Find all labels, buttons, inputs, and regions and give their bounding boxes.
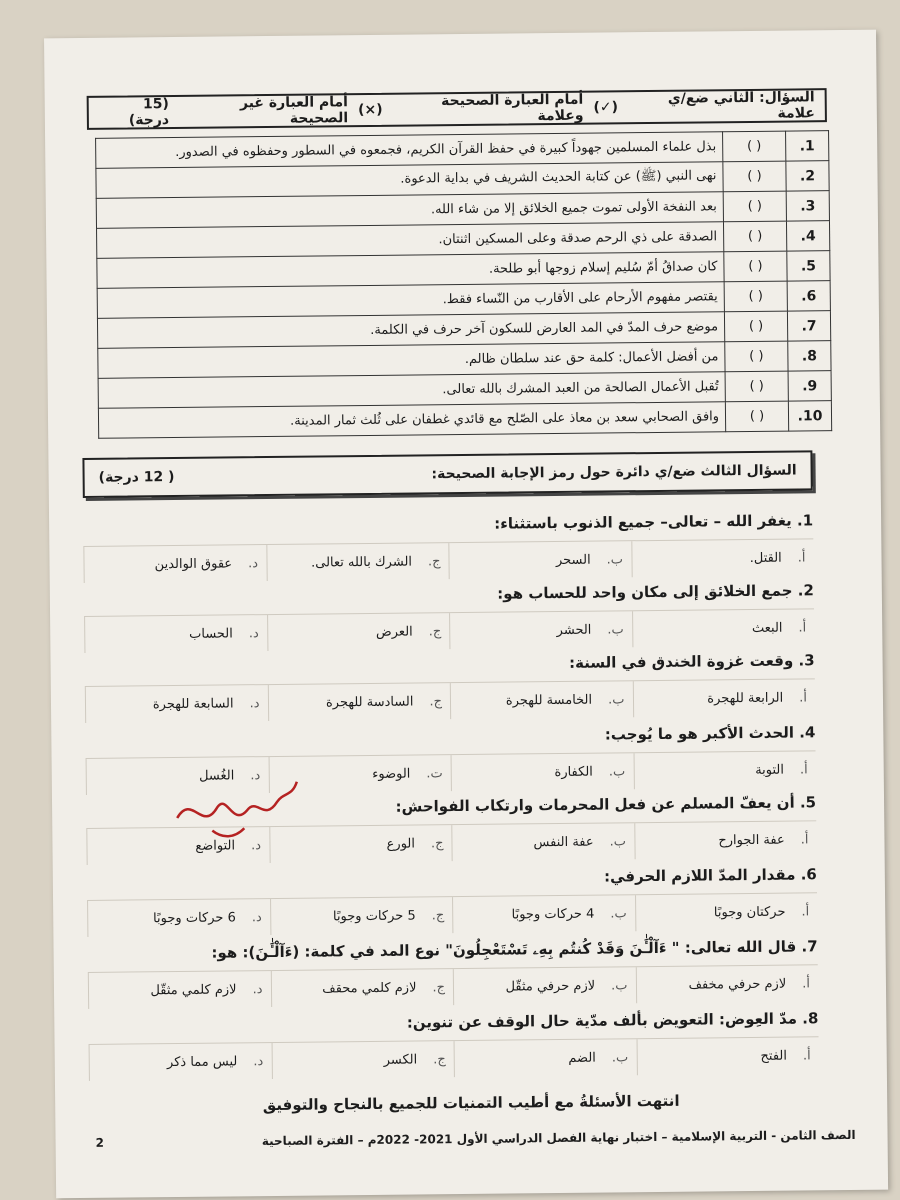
mcq-option-letter: ج. xyxy=(429,693,443,709)
mcq-option-text: الفتح xyxy=(760,1048,788,1064)
mcq-option-text: القتل. xyxy=(749,550,782,566)
mcq-option[interactable] xyxy=(632,679,815,717)
tf-answer-parens[interactable]: ( ) xyxy=(724,311,787,342)
mcq-option-letter: أ. xyxy=(800,831,809,847)
tf-statement: نهى النبي (ﷺ) عن كتابة الحديث الشريف في بداية الدعوة. xyxy=(96,162,723,199)
mcq-option-text: لازم حرفي مخفف xyxy=(688,976,787,993)
mcq-option-letter: أ. xyxy=(802,1047,811,1063)
mcq-option-text: عفة الجوارح xyxy=(718,832,785,848)
tf-statement: وافق الصحابي سعد بن معاذ على الصّلح مع قائدي غطفان على ثُلث ثمار المدينة. xyxy=(98,402,725,439)
q2-header-middle: أمام العبارة الصحيحة وعلامة xyxy=(441,91,584,125)
mcq-option[interactable] xyxy=(631,539,814,577)
mcq-option-text: الخامسة للهجرة xyxy=(505,692,593,709)
mcq-option[interactable] xyxy=(85,685,268,723)
mcq-option[interactable] xyxy=(450,681,633,719)
mcq-option-letter: ب. xyxy=(608,763,626,779)
mcq-option[interactable] xyxy=(632,609,815,647)
tf-answer-parens[interactable]: ( ) xyxy=(724,281,787,312)
mcq-option[interactable] xyxy=(89,1043,272,1081)
mcq-option-letter: ج. xyxy=(430,835,444,851)
mcq-option-text: البعث xyxy=(751,620,783,636)
mcq-option-letter: ب. xyxy=(610,905,627,921)
mcq-option-letter: ج. xyxy=(428,623,442,639)
mcq-options xyxy=(84,608,814,653)
mcq-option-text: الشرك بالله تعالى. xyxy=(310,554,413,571)
mcq-option-letter: ب. xyxy=(608,691,625,707)
tf-answer-parens[interactable]: ( ) xyxy=(723,191,786,222)
mcq-option-text: حركتان وجوبًا xyxy=(713,904,786,920)
mcq-option[interactable] xyxy=(84,615,267,653)
mcq-option-letter: د. xyxy=(249,695,260,711)
mcq-option[interactable] xyxy=(267,683,450,721)
red-handwriting xyxy=(172,772,303,843)
mcq-stem: 2. جمع الخلائق إلى مكان واحد للحساب هو: xyxy=(497,581,814,603)
tf-statement: يقتصر مفهوم الأرحام على الأقارب من النّساء فقط. xyxy=(97,282,724,319)
mcq-option[interactable] xyxy=(636,1037,819,1075)
mcq-option-text: الكفارة xyxy=(554,764,593,780)
mcq-options xyxy=(83,538,813,583)
mcq-option-letter: د. xyxy=(250,767,261,783)
exam-page xyxy=(44,30,888,1199)
tf-statement: تُقبل الأعمال الصالحة من العبد المشرك بالله تعالى. xyxy=(98,372,725,409)
mcq-option-text: التوبة xyxy=(755,762,785,778)
page-number: 2 xyxy=(95,1135,105,1150)
mcq-question xyxy=(84,578,815,653)
tf-item-number: 4. xyxy=(786,221,829,251)
tf-item-number: 7. xyxy=(787,311,830,341)
tf-row xyxy=(98,401,831,439)
q2-score: (15 درجة) xyxy=(128,96,170,129)
mcq-question xyxy=(84,648,815,723)
q2-header-end: أمام العبارة غير الصحيحة xyxy=(239,94,349,127)
mcq-option-text: ليس مما ذكر xyxy=(166,1053,238,1070)
tf-statement: بذل علماء المسلمين جهوداً كبيرة في حفظ القرآن الكريم، فجمعوه في السطور وحفظوه في الصدور. xyxy=(96,132,723,169)
mcq-option[interactable] xyxy=(634,821,817,859)
mcq-option[interactable] xyxy=(267,613,450,651)
mcq-option-letter: ب. xyxy=(609,833,627,849)
mcq-option[interactable] xyxy=(449,611,632,649)
tf-statement: كان صداقُ أمّ سُليم إسلام زوجها أبو طلحة. xyxy=(97,252,724,289)
mcq-option-letter: ج. xyxy=(433,1051,446,1067)
mcq-option-text: الضم xyxy=(568,1050,596,1066)
mcq-option[interactable] xyxy=(271,1041,454,1079)
mcq-option[interactable] xyxy=(266,543,449,581)
tf-answer-parens[interactable]: ( ) xyxy=(725,341,788,372)
mcq-option-letter: أ. xyxy=(799,761,808,777)
tf-item-number: 5. xyxy=(787,251,830,281)
mcq-stem: 4. الحدث الأكبر هو ما يُوجب: xyxy=(604,723,816,744)
mcq-option-text: الرابعة للهجرة xyxy=(707,690,784,706)
tf-statement: من أفضل الأعمال: كلمة حق عند سلطان ظالم. xyxy=(98,342,725,379)
tf-item-number: 6. xyxy=(787,281,830,311)
mcq-option-letter: أ. xyxy=(798,619,807,635)
mcq-option-text: لازم حرفي مثقّل xyxy=(505,978,596,995)
mcq-option-letter: ب. xyxy=(607,621,624,637)
mcq-option[interactable] xyxy=(453,967,636,1005)
mcq-stem: 1. يغفر الله – تعالى– جميع الذنوب باستثناء: xyxy=(494,511,814,533)
mcq-option[interactable] xyxy=(270,969,453,1007)
closing-text: انتهت الأسئلةُ مع أطيب التمنيات للجميع بالنجاح والتوفيق xyxy=(262,1091,680,1115)
mcq-stem: 6. مقدار المدّ اللازم الحرفي: xyxy=(603,865,817,886)
mcq-option[interactable] xyxy=(635,893,818,931)
handwriting-text: مستمرون xyxy=(202,802,207,804)
mcq-option-text: عقوق الوالدين xyxy=(154,555,233,572)
mcq-option-text: الكسر xyxy=(383,1052,418,1068)
tf-item-number: 10. xyxy=(788,401,831,431)
mcq-option-letter: د. xyxy=(251,909,262,925)
mcq-stem: 5. أن يعفّ المسلم عن فعل المحرمات وارتكاب الفواحش: xyxy=(395,793,817,816)
tf-answer-parens[interactable]: ( ) xyxy=(724,251,787,282)
mcq-option-letter: ت. xyxy=(426,765,443,781)
mcq-option-text: عفة النفس xyxy=(533,834,594,850)
tf-item-number: 9. xyxy=(788,371,831,401)
tf-statement: موضع حرف المدّ في المد العارض للسكون آخر حرف في الكلمة. xyxy=(97,312,724,349)
mcq-option-letter: أ. xyxy=(802,975,811,991)
tf-item-number: 1. xyxy=(786,131,829,161)
mcq-question xyxy=(83,508,814,583)
mcq-option-text: الحساب xyxy=(189,625,233,642)
mcq-option-letter: د. xyxy=(250,837,262,853)
tf-answer-parens[interactable]: ( ) xyxy=(725,401,788,432)
mcq-option-text: لازم كلمي مثقّل xyxy=(150,981,237,998)
mcq-option[interactable] xyxy=(270,897,453,935)
tf-answer-parens[interactable]: ( ) xyxy=(723,131,786,162)
q2-header-title: السؤال: الثاني ضع/ي علامة xyxy=(667,89,815,122)
tf-statement: الصدقة على ذي الرحم صدقة وعلى المسكين اثنتان. xyxy=(97,222,724,259)
tf-item-number: 8. xyxy=(788,341,831,371)
question-3-header xyxy=(82,450,812,498)
mcq-option-text: 6 حركات وجوبًا xyxy=(152,909,236,926)
question-2-header xyxy=(87,88,827,130)
mcq-option-text: الورع xyxy=(386,836,416,852)
mcq-option-text: الحشر xyxy=(556,622,592,638)
mcq-option[interactable] xyxy=(88,971,271,1009)
mcq-option-text: 4 حركات وجوبًا xyxy=(511,906,595,923)
mcq-options xyxy=(89,1036,819,1081)
mcq-option-letter: ج. xyxy=(432,979,446,995)
mcq-options xyxy=(88,964,818,1009)
mcq-question xyxy=(88,1006,819,1081)
mcq-option[interactable] xyxy=(452,895,635,933)
tf-item-number: 2. xyxy=(786,161,829,191)
mcq-option-letter: أ. xyxy=(799,689,808,705)
mcq-option-letter: د. xyxy=(253,1053,264,1069)
footer-text: الصف الثامن - التربية الإسلامية – اختبار نهاية الفصل الدراسي الأول 2021- 2022م – الفترة الصباحية xyxy=(261,1127,856,1149)
mcq-option-letter: ب. xyxy=(611,977,628,993)
mcq-option-letter: ب. xyxy=(606,551,624,567)
mcq-question xyxy=(87,862,818,937)
mcq-option-letter: ب. xyxy=(611,1049,629,1065)
mcq-option[interactable] xyxy=(633,751,816,789)
mcq-option[interactable] xyxy=(635,965,818,1003)
tf-answer-parens[interactable]: ( ) xyxy=(725,371,788,402)
mcq-option[interactable] xyxy=(448,541,631,579)
true-false-table xyxy=(95,130,832,439)
mcq-option-letter: د. xyxy=(248,625,259,641)
mcq-stem: 3. وقعت غزوة الخندق في السنة: xyxy=(568,651,815,672)
check-mark: (✓) xyxy=(593,99,619,116)
tf-answer-parens[interactable]: ( ) xyxy=(723,221,786,252)
tf-statement: بعد النفخة الأولى تموت جميع الخلائق إلا من شاء الله. xyxy=(96,192,723,229)
mcq-option-letter: ج. xyxy=(427,553,441,569)
mcq-stem: 8. مدّ العِوض: التعويض بألف مدّية حال الوقف عن تنوين: xyxy=(406,1009,819,1032)
mcq-option[interactable] xyxy=(83,545,266,583)
mcq-option-text: التواضع xyxy=(195,837,236,854)
mcq-question xyxy=(87,934,818,1009)
mcq-option[interactable] xyxy=(451,823,634,861)
mcq-option-letter: ج. xyxy=(431,907,445,923)
footer xyxy=(96,1128,856,1150)
mcq-stem: 7. قال الله تعالى: " ءَآلْـَٰٔنَ وَقَدْ كُنتُم بِهِۦ تَسْتَعْجِلُونَ" نوع المد في كلمة: (ءَآلْـَٰٔنَ): هو: xyxy=(211,937,818,962)
mcq-option-letter: د. xyxy=(248,555,259,571)
mcq-option-text: السابعة للهجرة xyxy=(152,695,234,712)
mcq-option[interactable] xyxy=(454,1039,637,1077)
mcq-option-text: 5 حركات وجوبًا xyxy=(332,908,416,924)
mcq-option-letter: أ. xyxy=(801,903,810,919)
mcq-option-text: الوضوء xyxy=(372,766,411,782)
mcq-option[interactable] xyxy=(451,753,634,791)
mcq-option-letter: أ. xyxy=(797,549,806,565)
tf-item-number: 3. xyxy=(786,191,829,221)
mcq-option-text: السادسة للهجرة xyxy=(325,694,414,710)
q3-score: ( 12 درجة) xyxy=(98,469,175,486)
mcq-option-text: الغُسل xyxy=(198,767,235,784)
q3-header-title: السؤال الثالث ضع/ي دائرة حول رمز الإجابة الصحيحة: xyxy=(431,462,797,483)
mcq-option-letter: د. xyxy=(252,981,263,997)
tf-answer-parens[interactable]: ( ) xyxy=(723,161,786,192)
mcq-options xyxy=(87,892,817,937)
mcq-options xyxy=(85,678,815,723)
mcq-option[interactable] xyxy=(87,899,270,937)
mcq-option-text: السحر xyxy=(555,552,591,568)
cross-mark: (×) xyxy=(357,101,383,119)
mcq-option-text: لازم كلمي محقف xyxy=(322,980,417,996)
mcq-option-text: العرض xyxy=(375,624,413,640)
